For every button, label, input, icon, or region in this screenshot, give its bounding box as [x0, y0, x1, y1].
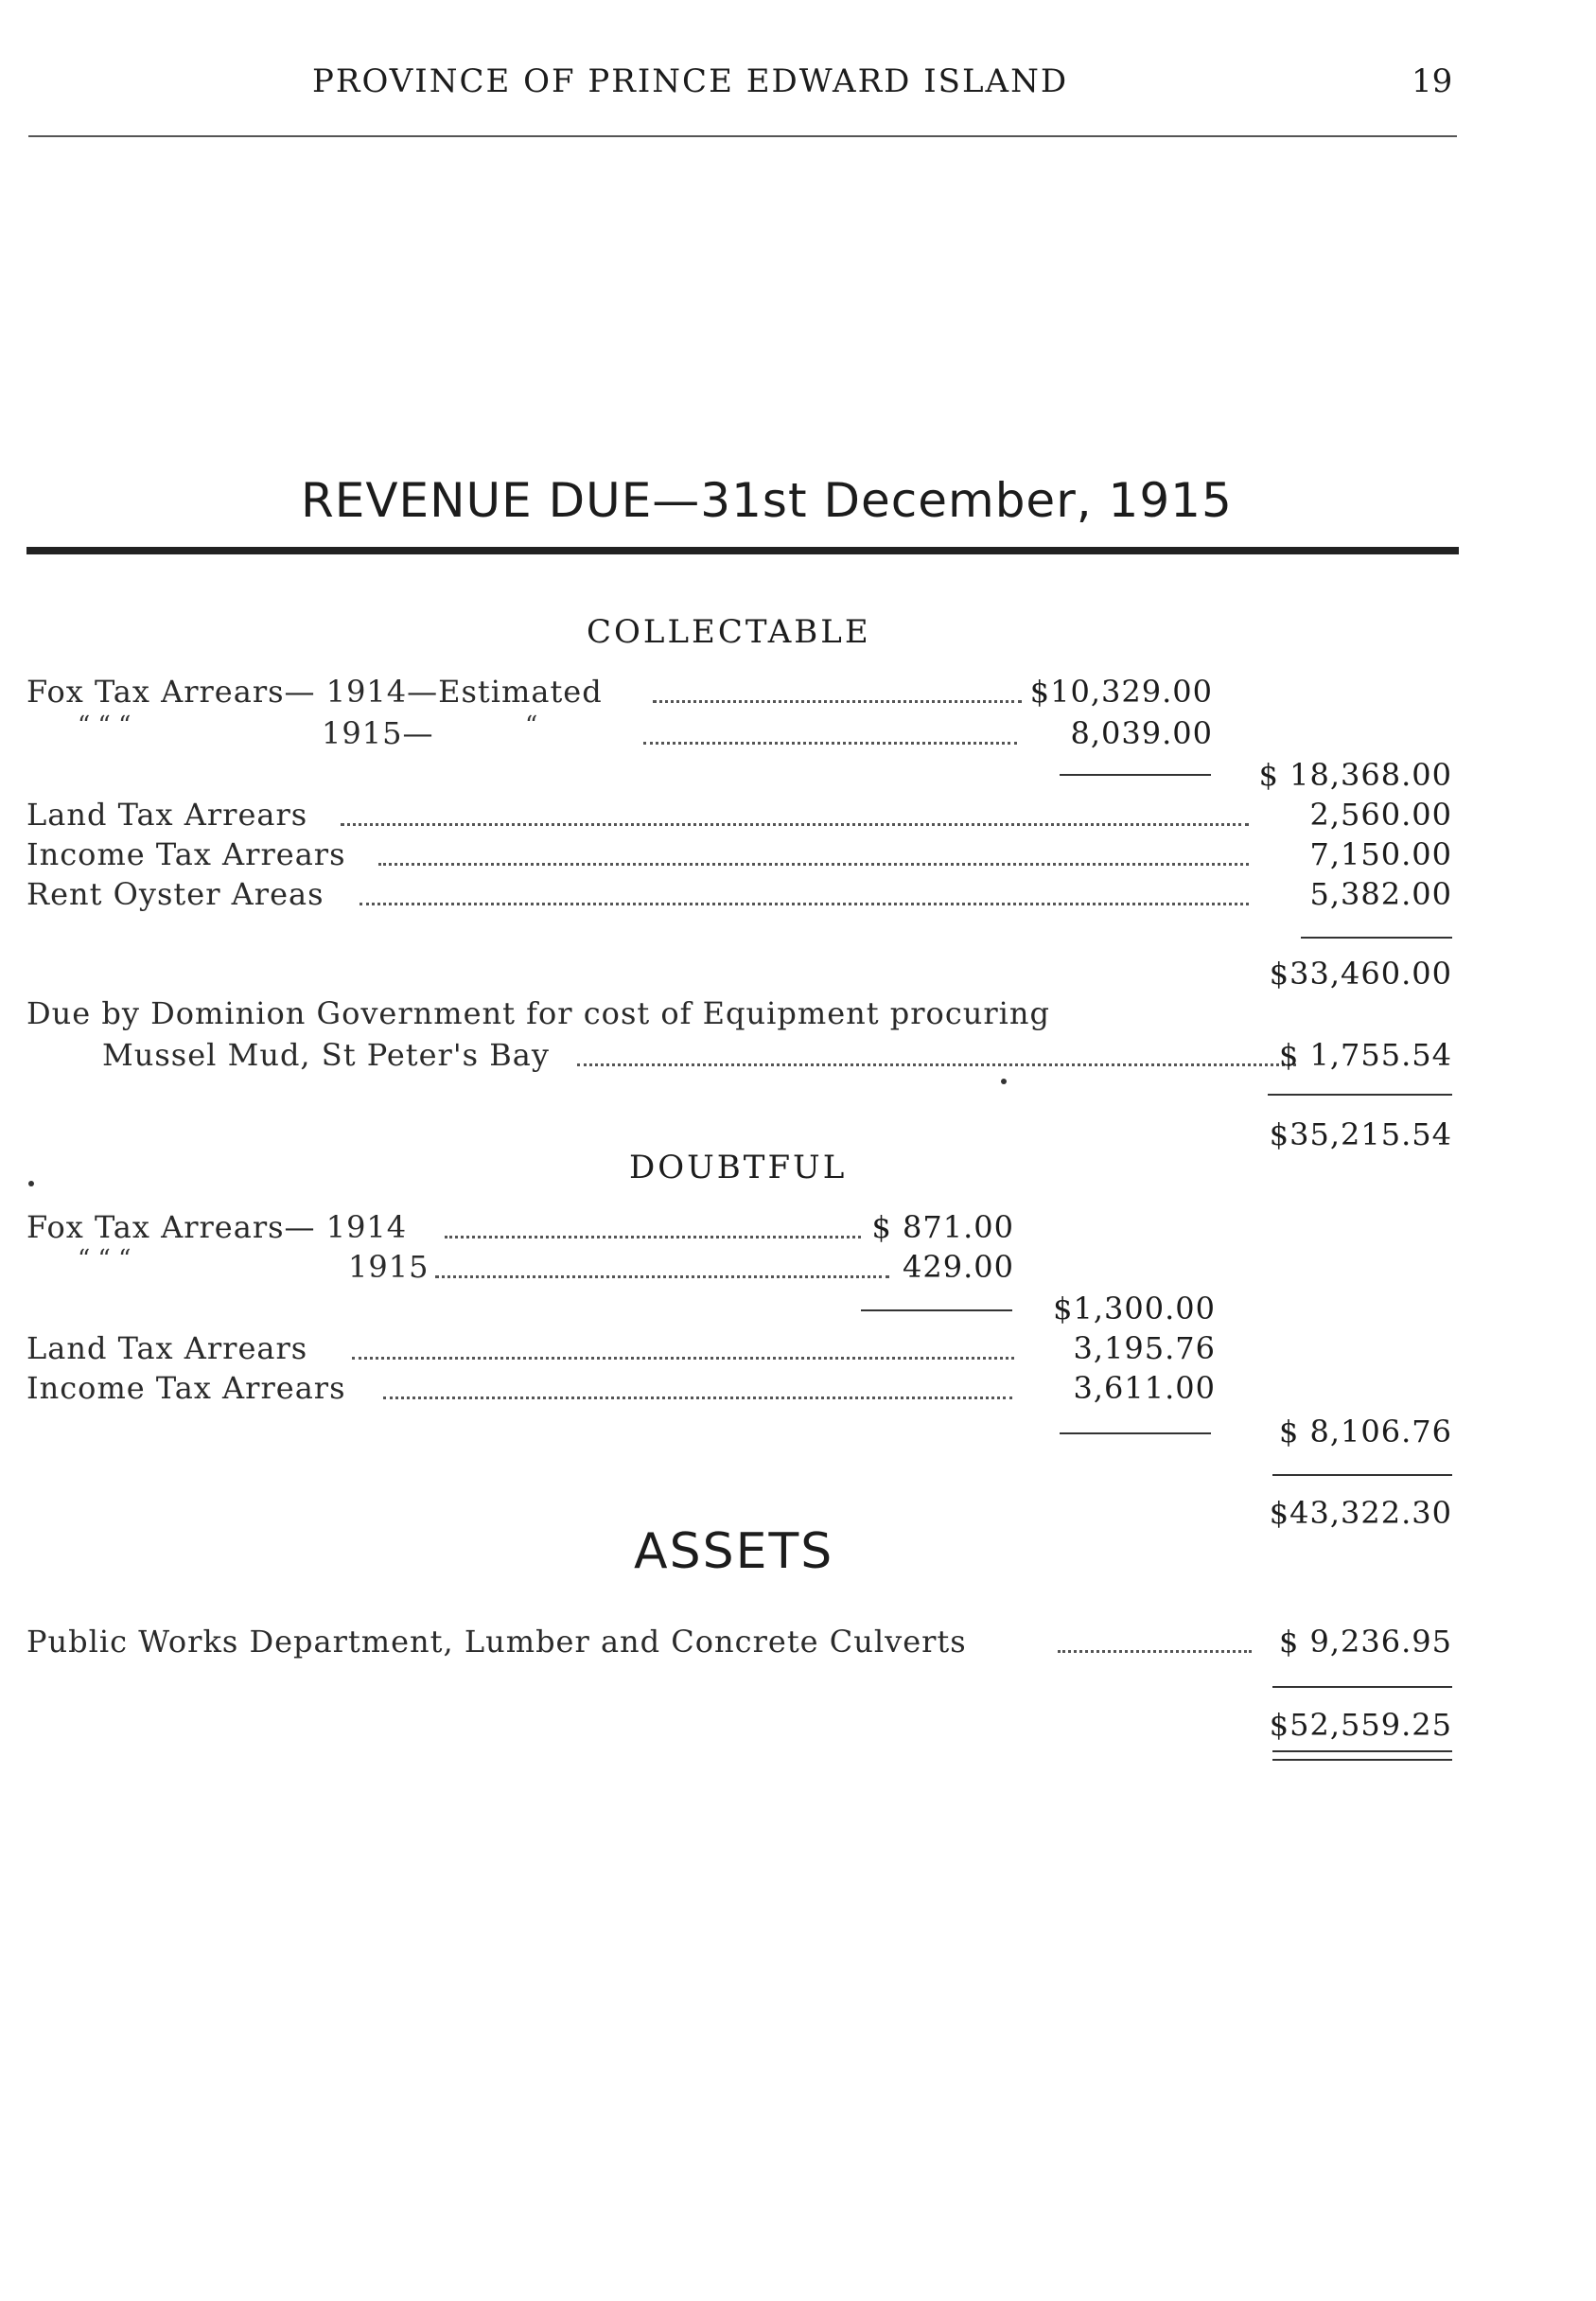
subtotal-rule — [1272, 1686, 1452, 1688]
doubtful-fox-1915-year: 1915 — [348, 1249, 430, 1285]
collectable-fox-1915-amount: 8,039.00 — [1070, 715, 1213, 751]
collectable-heading: COLLECTABLE — [587, 613, 871, 651]
doubtful-income-amount: 3,611.00 — [1073, 1370, 1216, 1406]
doubtful-heading: DOUBTFUL — [629, 1149, 848, 1186]
leader-dots — [352, 1357, 1014, 1360]
leader-dots — [653, 700, 1022, 703]
doubtful-fox-1915-amount: 429.00 — [903, 1249, 1014, 1285]
ditto-mark: “ — [525, 711, 538, 740]
ditto-marks: “ “ “ — [78, 1245, 132, 1273]
collectable-land-label: Land Tax Arrears — [26, 797, 308, 833]
collectable-income-label: Income Tax Arrears — [26, 836, 346, 872]
collectable-subtotal: $33,460.00 — [1269, 956, 1452, 992]
subtotal-rule — [1268, 1094, 1452, 1096]
leader-dots — [1058, 1650, 1252, 1653]
final-total: $52,559.25 — [1269, 1707, 1452, 1743]
dominion-amount: $ 1,755.54 — [1278, 1037, 1452, 1073]
collectable-fox-1914-label: Fox Tax Arrears— 1914—Estimated — [26, 674, 603, 710]
leader-dots — [383, 1396, 1012, 1399]
subtotal-rule — [1301, 937, 1452, 939]
double-underline — [1272, 1750, 1452, 1761]
doubtful-income-label: Income Tax Arrears — [26, 1370, 346, 1406]
doubtful-land-label: Land Tax Arrears — [26, 1330, 308, 1366]
header-rule — [28, 135, 1457, 137]
collectable-fox-1915-year: 1915— — [322, 715, 434, 751]
running-header-title: PROVINCE OF PRINCE EDWARD ISLAND — [312, 62, 1069, 100]
subtotal-rule — [1060, 774, 1211, 776]
collectable-oyster-amount: 5,382.00 — [1309, 876, 1452, 912]
collectable-fox-total: $ 18,368.00 — [1258, 757, 1452, 793]
ditto-marks: “ “ “ — [78, 711, 132, 740]
assets-heading: ASSETS — [634, 1523, 834, 1580]
subtotal-rule — [861, 1309, 1012, 1311]
collectable-income-amount: 7,150.00 — [1309, 836, 1452, 872]
print-speck — [28, 1181, 34, 1186]
doubtful-fox-1914-label: Fox Tax Arrears— 1914 — [26, 1209, 408, 1245]
collectable-fox-1914-amount: $10,329.00 — [1029, 674, 1213, 710]
assets-public-works-amount: $ 9,236.95 — [1278, 1624, 1452, 1660]
page-title: REVENUE DUE—31st December, 1915 — [301, 473, 1233, 528]
print-speck — [1001, 1079, 1007, 1084]
dominion-line-1: Due by Dominion Government for cost of Equipment procuring — [26, 995, 1050, 1031]
assets-public-works-label: Public Works Department, Lumber and Concrete Culverts — [26, 1624, 967, 1660]
leader-dots — [378, 863, 1249, 866]
grand-total-revenue: $43,322.30 — [1269, 1495, 1452, 1531]
subtotal-rule — [1272, 1474, 1452, 1476]
leader-dots — [341, 823, 1249, 826]
collectable-land-amount: 2,560.00 — [1309, 797, 1452, 833]
leader-dots — [360, 903, 1249, 905]
leader-dots — [577, 1063, 1296, 1066]
collectable-oyster-label: Rent Oyster Areas — [26, 876, 324, 912]
leader-dots — [445, 1236, 861, 1238]
collectable-total: $35,215.54 — [1269, 1116, 1452, 1152]
doubtful-land-amount: 3,195.76 — [1073, 1330, 1216, 1366]
leader-dots — [435, 1275, 889, 1278]
subtotal-rule — [1060, 1432, 1211, 1434]
title-rule — [26, 547, 1459, 554]
doubtful-fox-total: $1,300.00 — [1053, 1291, 1216, 1326]
doubtful-fox-1914-amount: $ 871.00 — [871, 1209, 1014, 1245]
dominion-line-2: Mussel Mud, St Peter's Bay — [102, 1037, 550, 1073]
page-number: 19 — [1412, 62, 1453, 100]
doubtful-total: $ 8,106.76 — [1278, 1414, 1452, 1449]
leader-dots — [643, 742, 1017, 745]
